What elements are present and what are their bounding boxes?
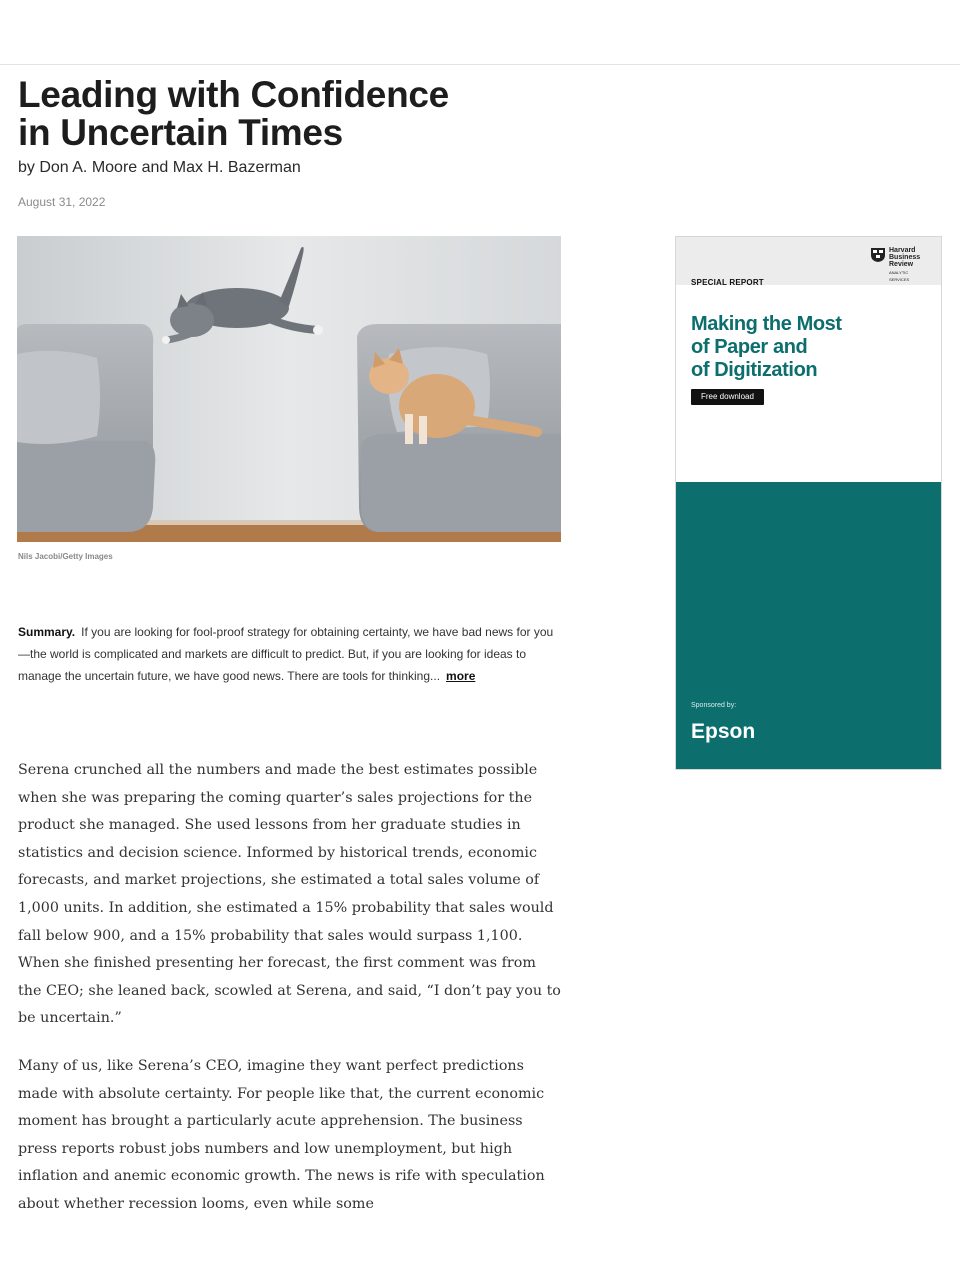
hbr-shield-icon: [870, 247, 886, 263]
ad-sponsor-brand: Epson: [691, 720, 756, 743]
ad-headline: [691, 313, 891, 382]
logo-subtitle: ANALYTIC SERVICES: [889, 270, 910, 282]
article-title-line-2: in Uncertain Times: [18, 112, 343, 153]
ad-headline-line-3: of Digitization: [691, 359, 818, 381]
article-paragraph-1: Serena crunched all the numbers and made the best estimates possible when she was preparing the coming quarter’s sales projections for the product she managed. She used lessons from her graduate studies in statistics and decision science. Informed by historical trends, economic forecasts, and market projections, she estimated a total sales volume of 1,000 units. In addition, she estimated a 15% probability that sales would fall below 900, and a 15% probability that sales would surpass 1,100. When she finished presenting her forecast, the first comment was from the CEO; she leaned back, scowled at Serena, and said, “I don’t pay you to be uncertain.”: [18, 762, 561, 1027]
site-header-bar: [0, 0, 960, 65]
hbr-analytic-services-logo: [870, 247, 929, 283]
article-paragraph-2: Many of us, like Serena’s CEO, imagine they want perfect predictions made with absolute certainty. For people like that, the current economic moment has brought a particularly acute apprehension. The business press reports robust jobs numbers and low unemployment, but high inflation and anemic economic growth. The news is rife with speculation about whether recession looms, even while some: [18, 1058, 545, 1212]
summary-more-link[interactable]: more: [446, 669, 476, 683]
article-summary: [18, 621, 558, 687]
ad-sponsor-panel: [676, 482, 941, 770]
logo-line-2: Business: [889, 254, 921, 261]
ad-label: SPECIAL REPORT: [691, 278, 764, 287]
ad-download-button[interactable]: Free download: [691, 389, 764, 405]
article-title: [18, 76, 538, 152]
ad-headline-line-2: of Paper and: [691, 336, 808, 358]
ad-sponsored-label: Sponsored by:: [691, 702, 737, 709]
logo-line-3: Review: [889, 261, 914, 268]
summary-text: If you are looking for fool-proof strategy for obtaining certainty, we have bad news for you—the world is complicated and markets are difficult to predict. But, if you are looking for ideas to manage the uncertain future, we have good news. There are tools for thinking...: [18, 625, 554, 683]
image-credit: Nils Jacobi/Getty Images: [18, 552, 113, 561]
sidebar-ad[interactable]: [675, 236, 942, 770]
hero-image: [17, 236, 561, 542]
logo-line-1: Harvard: [889, 247, 916, 254]
article-date: August 31, 2022: [18, 195, 106, 209]
cats-jumping-between-sofas-illustration: [17, 236, 561, 542]
article-title-line-1: Leading with Confidence: [18, 74, 449, 115]
article-byline[interactable]: by Don A. Moore and Max H. Bazerman: [18, 159, 301, 176]
summary-label: Summary.: [18, 625, 76, 639]
ad-headline-line-1: Making the Most: [691, 313, 842, 335]
